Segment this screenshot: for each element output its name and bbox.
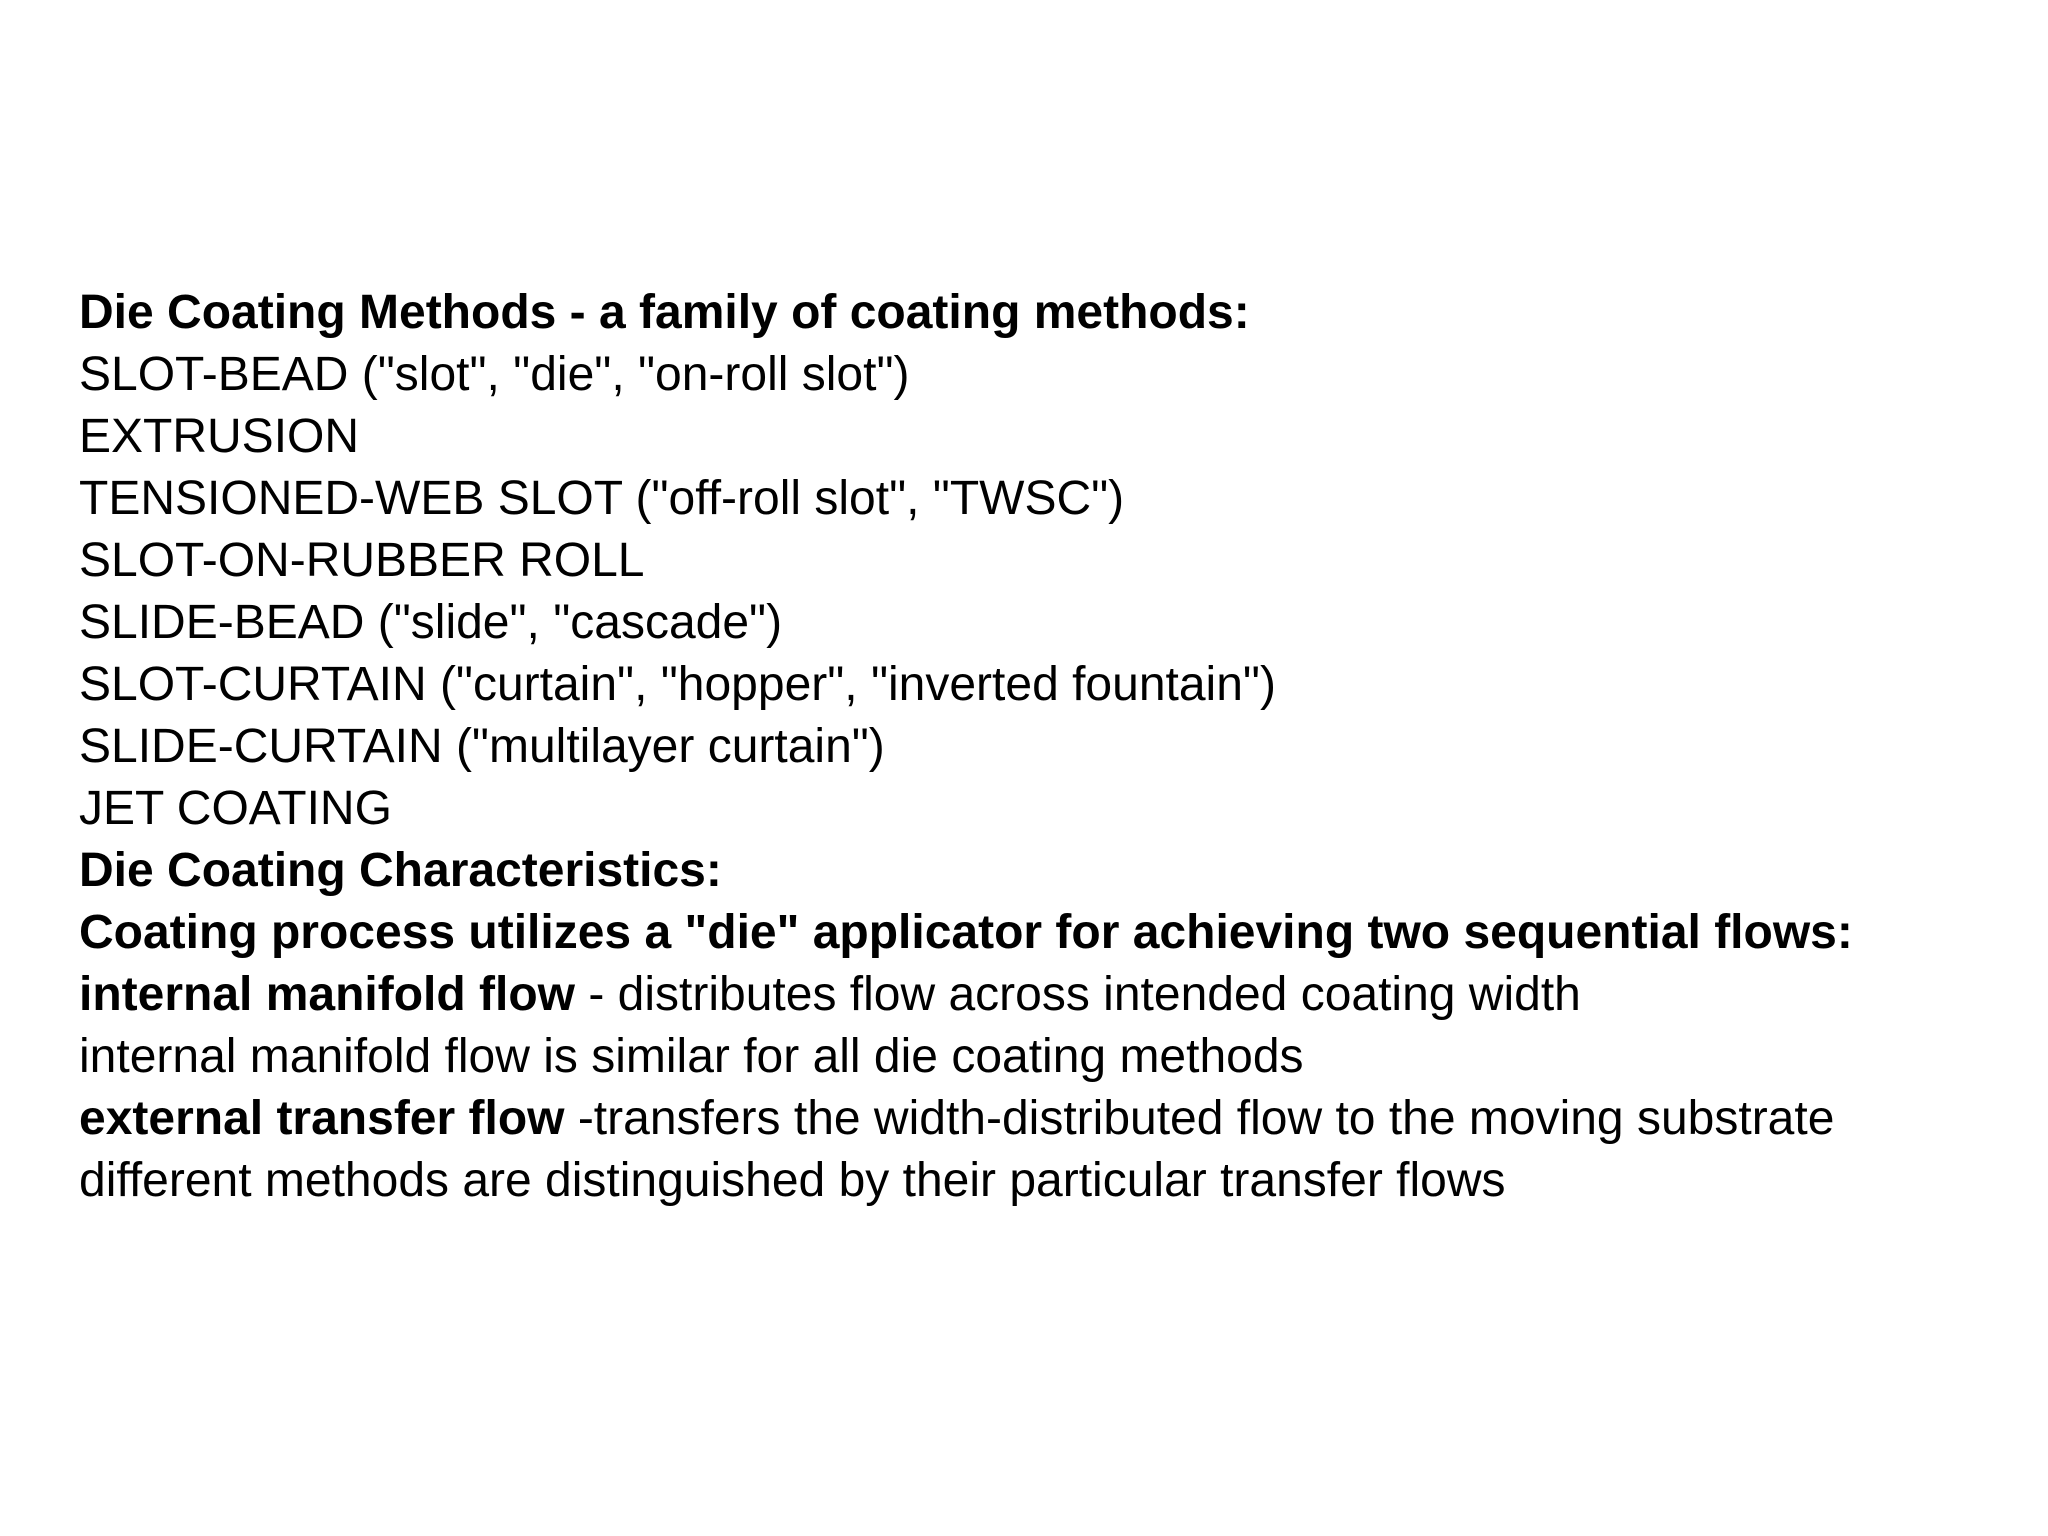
method-item-extrusion: EXTRUSION	[79, 410, 360, 463]
method-item-slot-curtain: SLOT-CURTAIN ("curtain", "hopper", "inverted fountain")	[79, 658, 1276, 711]
external-flow-line	[79, 1088, 2029, 1150]
method-item-jet-coating: JET COATING	[79, 782, 392, 835]
external-flow-note: different methods are distinguished by their particular transfer flows	[79, 1154, 1506, 1207]
process-statement: Coating process utilizes a "die" applicator for achieving two sequential flows:	[79, 906, 1853, 959]
internal-flow-note: internal manifold flow is similar for all die coating methods	[79, 1030, 1304, 1083]
methods-heading: Die Coating Methods - a family of coating methods:	[79, 286, 1250, 339]
external-flow-definition: -transfers the width-distributed flow to the moving substrate	[564, 1092, 1835, 1145]
method-item-slot-on-rubber-roll: SLOT-ON-RUBBER ROLL	[79, 534, 645, 587]
internal-flow-term: internal manifold flow	[79, 968, 576, 1021]
internal-flow-definition: - distributes flow across intended coating width	[575, 968, 1581, 1021]
method-item-slide-curtain: SLIDE-CURTAIN ("multilayer curtain")	[79, 720, 885, 773]
slide-content	[79, 282, 2029, 1212]
external-flow-term: external transfer flow	[79, 1092, 565, 1145]
characteristics-heading: Die Coating Characteristics:	[79, 844, 722, 897]
method-item-tensioned-web-slot: TENSIONED-WEB SLOT ("off-roll slot", "TWSC")	[79, 472, 1125, 525]
method-item-slide-bead: SLIDE-BEAD ("slide", "cascade")	[79, 596, 783, 649]
internal-flow-line	[79, 964, 2029, 1026]
method-item-slot-bead: SLOT-BEAD ("slot", "die", "on-roll slot")	[79, 348, 910, 401]
